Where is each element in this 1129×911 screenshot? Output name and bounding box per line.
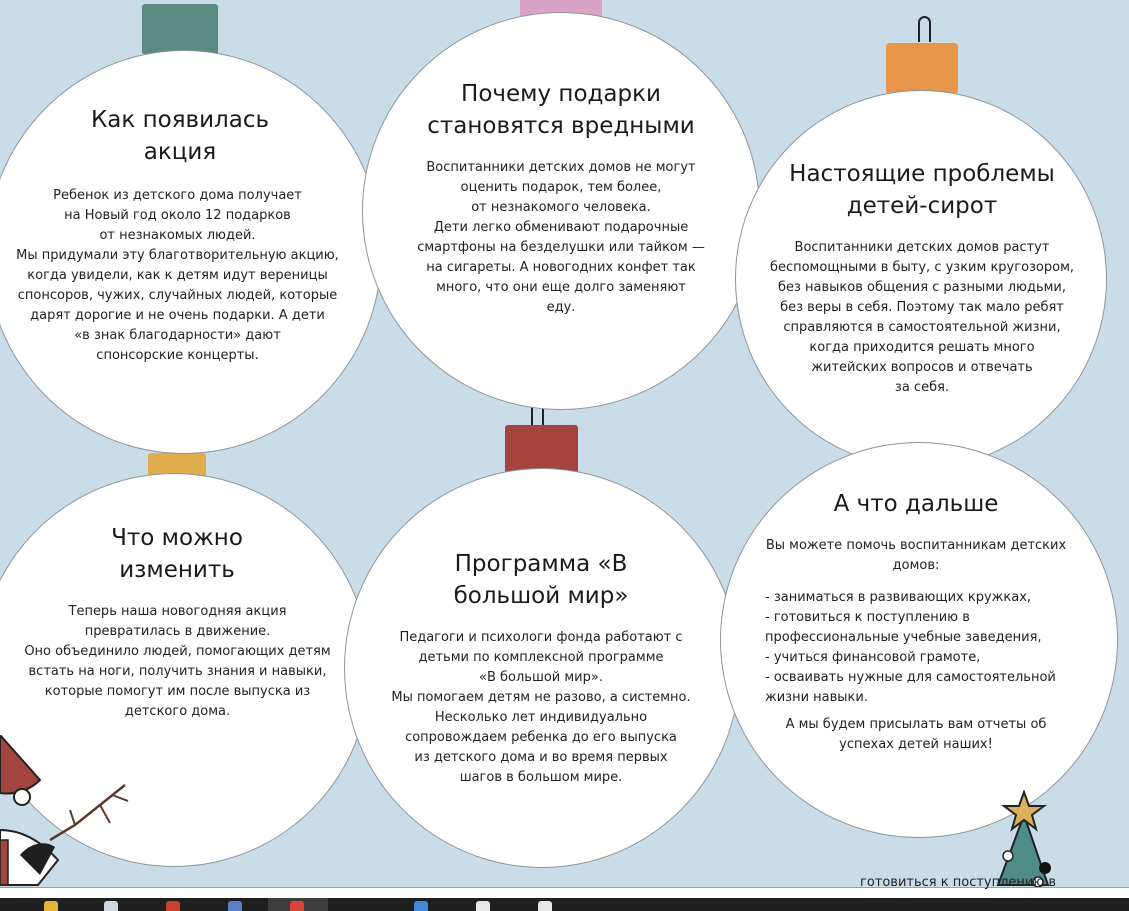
card-body: Теперь наша новогодняя акция превратилась в движение. Оно объединило людей, помогающих детям встать на ноги, получить знания и навыки, которые помогут им после выпуска из детского дома. <box>24 604 331 719</box>
taskbar-icon[interactable] <box>476 901 490 911</box>
taskbar-icon[interactable] <box>104 901 118 911</box>
card-body-outro: А мы будем присылать вам отчеты об успехах детей наших! <box>785 717 1047 752</box>
taskbar-icon[interactable] <box>166 901 180 911</box>
snowman-illustration <box>0 735 140 890</box>
taskbar-icon[interactable] <box>228 901 242 911</box>
card-body: Педагоги и психологи фонда работают с детьми по комплексной программе «В большой мир». Мы помогаем детям не разово, а системно. Несколько лет индивидуально сопровождаем ребенка до его выпуска из детского дома и во время первых шагов в большом мире. <box>391 630 691 785</box>
card-body: Воспитанники детских домов не могут оценить подарок, тем более, от незнакомого человека. Дети легко обменивают подарочные смартфоны на безделушки или тайком — на сигареты. А новогодних конфет так много, что они еще долго заменяют еду. <box>417 160 705 315</box>
ornament-cap-red <box>505 425 578 473</box>
ornament-cap-orange <box>886 43 958 93</box>
taskbar-icon[interactable] <box>44 901 58 911</box>
card-title: Программа «В большой мир» <box>453 551 629 609</box>
taskbar-icon[interactable] <box>538 901 552 911</box>
card-title: Почему подарки становятся вредными <box>427 81 695 139</box>
card-body: Воспитанники детских домов растут беспомощными в быту, с узким кругозором, без навыков общения с разными людьми, без веры в себя. Поэтому так мало ребят справляются в самостоятельной жизни, когда приходится решать много житейских вопросов и отвечать за себя. <box>769 240 1075 395</box>
ornament-cap-teal <box>142 4 218 54</box>
card-title: Что можно изменить <box>111 525 243 583</box>
taskbar-icon[interactable] <box>290 901 304 911</box>
card-body: Ребенок из детского дома получает на Новый год около 12 подарков от незнакомых людей. Мы придумали эту благотворительную акцию, когда увидели, как к детям идут вереницы спонсоров, чужих, случайных людей, которые дарят дорогие и не очень подарки. А дети «в знак благодарности» дают спонсорские концерты. <box>16 188 339 363</box>
card-title: А что дальше <box>833 491 999 517</box>
ornament-loop <box>918 16 931 42</box>
card-title: Как появилась акция <box>90 107 270 165</box>
taskbar <box>0 898 1129 911</box>
taskbar-icon[interactable] <box>414 901 428 911</box>
cut-off-text: готовиться к поступлению в <box>860 875 1057 890</box>
card-body-list: - заниматься в развивающих кружках, - готовиться к поступлению в профессиональные учебные заведения, - учиться финансовой грамоте, - осваивать нужные для самостоятельной жизни навыки. <box>765 590 1056 705</box>
card-body-intro: Вы можете помочь воспитанникам детских домов: <box>765 538 1067 573</box>
card-title: Настоящие проблемы детей-сирот <box>789 161 1055 219</box>
